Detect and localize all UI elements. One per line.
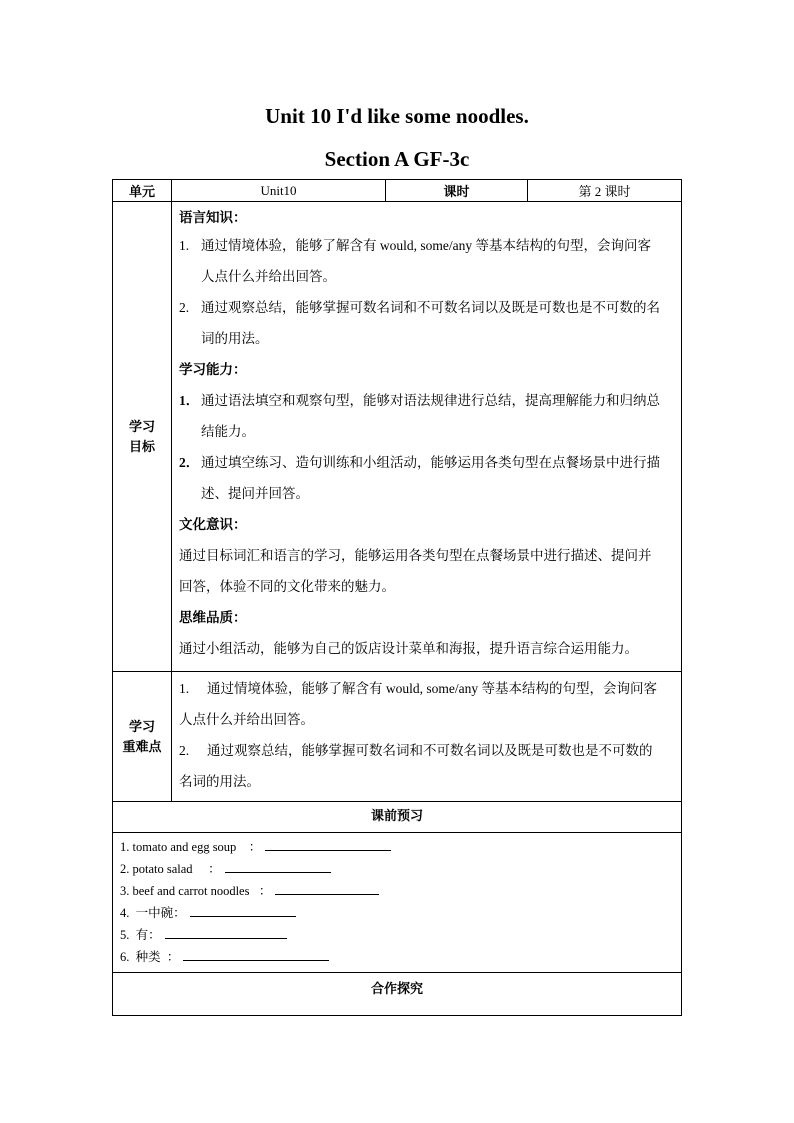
answer-blank[interactable] xyxy=(183,946,329,961)
preview-item-label: 6. 种类 ： xyxy=(120,950,180,964)
objectives-row xyxy=(113,202,682,672)
objectives-label: 学习 目标 xyxy=(113,202,172,672)
lesson-label: 课时 xyxy=(386,180,528,202)
preview-item xyxy=(120,946,674,968)
answer-blank[interactable] xyxy=(165,924,287,939)
preview-item-label: 3. beef and carrot noodles ： xyxy=(120,884,272,898)
unit-label: 单元 xyxy=(113,180,172,202)
language-heading: 语言知识： xyxy=(179,210,247,225)
key-point-item-cont: 人点什么并给出回答。 xyxy=(179,712,314,727)
key-point-item: 2. 通过观察总结，能够掌握可数名词和不可数名词以及既是可数也是不可数的 xyxy=(179,743,653,758)
key-point-item: 1. 通过情境体验，能够了解含有 would, some/any 等基本结构的句型，会询问客 xyxy=(179,681,657,696)
lesson-value: 第 2 课时 xyxy=(528,180,682,202)
language-item-cont: 词的用法。 xyxy=(201,331,269,346)
preview-item xyxy=(120,836,674,858)
document-title: Unit 10 I'd like some noodles. xyxy=(265,104,529,128)
preview-item xyxy=(120,902,674,924)
header-row xyxy=(113,180,682,202)
cooperation-heading: 合作探究 xyxy=(113,973,682,1016)
culture-text-cont: 回答，体验不同的文化带来的魅力。 xyxy=(179,579,395,594)
ability-item: 1． 通过语法填空和观察句型，能够对语法规律进行总结，提高理解能力和归纳总 xyxy=(179,393,660,408)
language-item: 2. 通过观察总结，能够掌握可数名词和不可数名词以及既是可数也是不可数的名 xyxy=(179,300,660,315)
thinking-text: 通过小组活动，能够为自己的饭店设计菜单和海报，提升语言综合运用能力。 xyxy=(179,641,638,656)
answer-blank[interactable] xyxy=(275,880,379,895)
preview-row xyxy=(113,833,682,973)
answer-blank[interactable] xyxy=(225,858,331,873)
key-points-row xyxy=(113,672,682,802)
unit-value: Unit10 xyxy=(172,180,386,202)
preview-content xyxy=(113,833,682,973)
preview-item xyxy=(120,924,674,946)
preview-item-label: 5. 有： xyxy=(120,928,161,942)
culture-heading: 文化意识： xyxy=(179,517,247,532)
thinking-heading: 思维品质： xyxy=(179,610,247,625)
preview-item xyxy=(120,880,674,902)
key-points-content xyxy=(172,672,682,802)
key-points-label: 学习 重难点 xyxy=(113,672,172,802)
lesson-plan-table xyxy=(112,179,682,1016)
preview-item-label: 2. potato salad ： xyxy=(120,862,221,876)
objectives-content xyxy=(172,202,682,672)
answer-blank[interactable] xyxy=(190,902,296,917)
preview-item xyxy=(120,858,674,880)
key-point-item-cont: 名词的用法。 xyxy=(179,774,260,789)
culture-text: 通过目标词汇和语言的学习，能够运用各类句型在点餐场景中进行描述、提问并 xyxy=(179,548,652,563)
ability-item-cont: 结能力。 xyxy=(201,424,255,439)
ability-item-cont: 述、提问并回答。 xyxy=(201,486,309,501)
language-item: 1. 通过情境体验，能够了解含有 would, some/any 等基本结构的句型，会询问客 xyxy=(179,238,651,253)
language-item-cont: 人点什么并给出回答。 xyxy=(201,269,336,284)
preview-item-label: 4. 一中碗： xyxy=(120,906,186,920)
preview-item-label: 1. tomato and egg soup ： xyxy=(120,840,262,854)
ability-item: 2． 通过填空练习、造句训练和小组活动，能够运用各类句型在点餐场景中进行描 xyxy=(179,455,660,470)
preview-heading-row xyxy=(113,802,682,833)
document-subtitle: Section A GF-3c xyxy=(324,147,470,171)
answer-blank[interactable] xyxy=(265,836,391,851)
ability-heading: 学习能力： xyxy=(179,362,247,377)
preview-heading: 课前预习 xyxy=(113,802,682,833)
cooperation-row xyxy=(113,973,682,1016)
